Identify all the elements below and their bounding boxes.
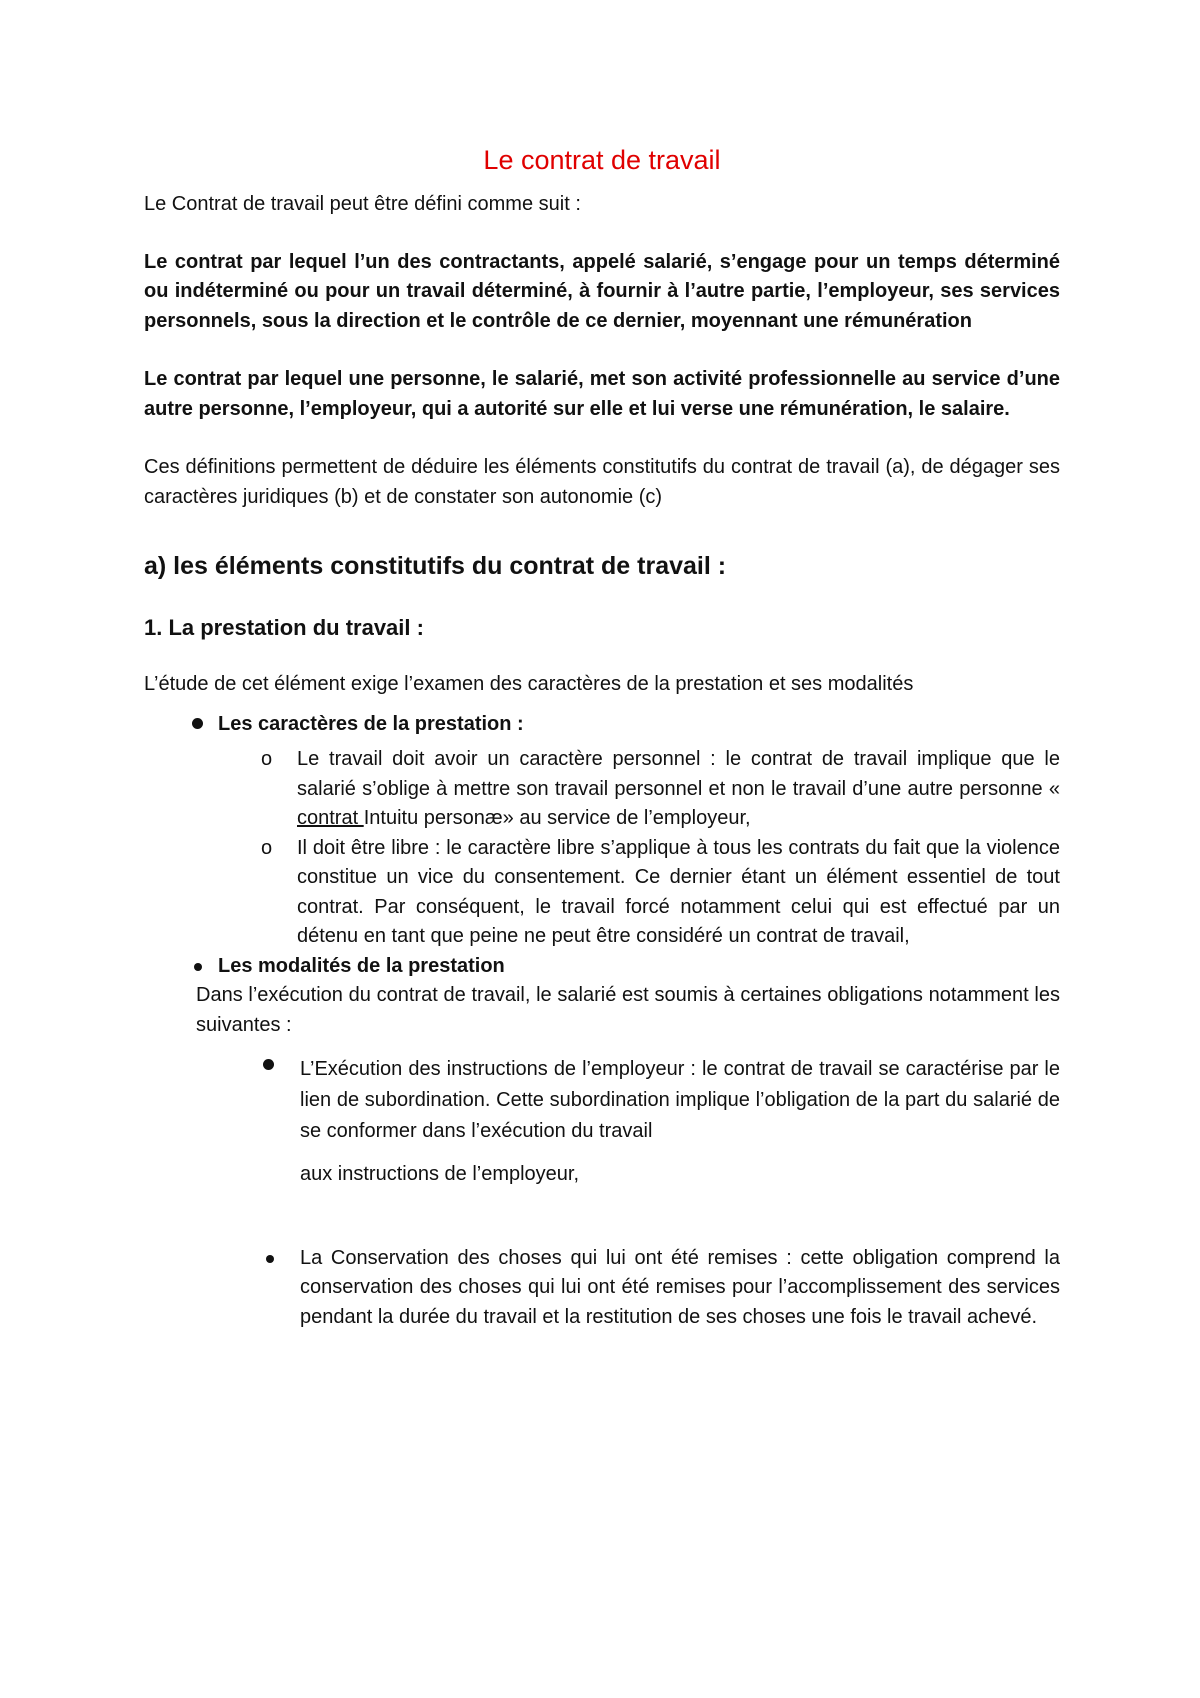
- bullet-modalites-label: Les modalités de la prestation: [218, 954, 505, 977]
- modalites-intro: Dans l’exécution du contrat de travail, le salarié est soumis à certaines obligations notamment les suivantes :: [196, 984, 1060, 1036]
- bullet-dot-icon: [194, 963, 202, 971]
- circle-bullet-icon: o: [261, 748, 273, 770]
- definition-2: Le contrat par lequel une personne, le salarié, met son activité professionnelle au service d’une autre personne, l’employeur, qui a autorité sur elle et lui verse une rémunération, le salaire.: [144, 368, 1060, 420]
- sub-item-personnel-text: Le travail doit avoir un caractère personnel : le contrat de travail implique que le salarié s’oblige à mettre son travail personnel et non le travail d’une autre personne « contrat Intuitu personæ» au service de l’employeur,: [297, 748, 1060, 829]
- item-conservation-text: La Conservation des choses qui lui ont été remises : cette obligation comprend la conservation des choses qui lui ont été remises pour l’accomplissement des services pendant la durée du travail et la restitution de ses choses une fois le travail achevé.: [300, 1246, 1060, 1328]
- bullet-caracteres: [144, 710, 1060, 740]
- document-page: [144, 140, 1060, 1332]
- intro-paragraph: Le Contrat de travail peut être défini comme suit :: [144, 193, 581, 215]
- item-conservation: [144, 1244, 1060, 1333]
- circle-bullet-icon: o: [261, 836, 273, 859]
- study-paragraph: L’étude de cet élément exige l’examen des caractères de la prestation et ses modalités: [144, 673, 914, 695]
- bullet-dot-icon: [192, 718, 203, 729]
- subsection-1-heading: 1. La prestation du travail :: [144, 615, 424, 640]
- bullet-dot-icon: [266, 1255, 274, 1263]
- item-execution-text: L’Exécution des instructions de l’employeur : le contrat de travail se caractérise par le lien de subordination. Cette subordination implique l’obligation de la part du salarié de se conformer dans l’exécution du travail: [300, 1058, 1060, 1142]
- bullet-dot-icon: [263, 1059, 274, 1070]
- document-title: Le contrat de travail: [483, 145, 721, 175]
- conclusion-paragraph: Ces définitions permettent de déduire les éléments constitutifs du contrat de travail (a), de dégager ses caractères juridiques (b) et de constater son autonomie (c): [144, 456, 1060, 508]
- bullet-modalites: [144, 952, 1060, 982]
- bullet-caracteres-label: Les caractères de la prestation :: [218, 712, 524, 735]
- sub-item-libre: [144, 834, 1060, 952]
- item-execution: [144, 1054, 1060, 1190]
- sub-item-libre-text: Il doit être libre : le caractère libre s’applique à tous les contrats du fait que la violence constitue un vice du consentement. Ce dernier étant un élément essentiel de tout contrat. Par conséquent, le travail forcé notamment celui qui est effectué par un détenu en tant que peine ne peut être considéré un contrat de travail,: [297, 836, 1060, 947]
- definition-1: Le contrat par lequel l’un des contractants, appelé salarié, s’engage pour un temps déterminé ou indéterminé ou pour un travail déterminé, à fournir à l’autre partie, l’employeur, ses services personnels, sous la direction et le contrôle de ce dernier, moyennant une rémunération: [144, 250, 1060, 332]
- item-execution-text-end: aux instructions de l’employeur,: [300, 1163, 580, 1185]
- section-a-heading: a) les éléments constitutifs du contrat de travail :: [144, 552, 727, 580]
- sub-item-personnel: [144, 745, 1060, 834]
